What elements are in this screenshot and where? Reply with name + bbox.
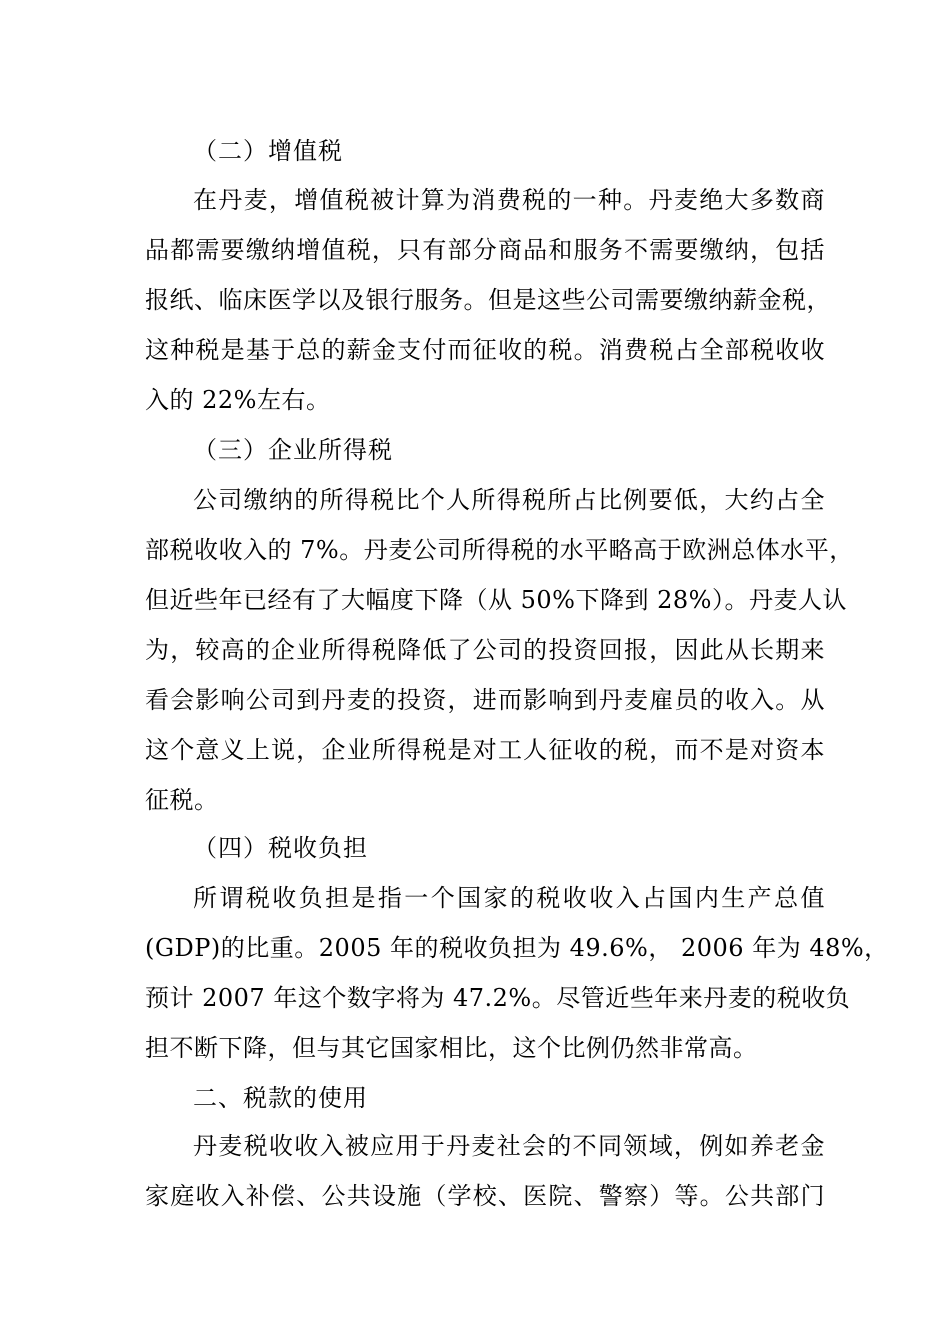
paragraph-line: 报纸、临床医学以及银行服务。但是这些公司需要缴纳薪金税， xyxy=(145,286,831,314)
section-heading-corporate: （三）企业所得税 xyxy=(193,436,393,464)
paragraph-line: 所谓税收负担是指一个国家的税收收入占国内生产总值 xyxy=(193,884,825,912)
section-heading-burden: （四）税收负担 xyxy=(193,834,368,862)
paragraph-line: 部税收收入的 7%。丹麦公司所得税的水平略高于欧洲总体水平， xyxy=(145,536,854,564)
paragraph-line: 这个意义上说，企业所得税是对工人征收的税，而不是对资本 xyxy=(145,736,825,764)
paragraph-line: 品都需要缴纳增值税，只有部分商品和服务不需要缴纳，包括 xyxy=(145,236,825,264)
paragraph-line: 担不断下降，但与其它国家相比，这个比例仍然非常高。 xyxy=(145,1034,758,1062)
paragraph-line: 丹麦税收收入被应用于丹麦社会的不同领域，例如养老金 xyxy=(193,1132,825,1160)
paragraph-line: 家庭收入补偿、公共设施（学校、医院、警察）等。公共部门 xyxy=(145,1182,825,1210)
paragraph-line: 预计 2007 年这个数字将为 47.2%。尽管近些年来丹麦的税收负 xyxy=(145,984,851,1012)
paragraph-line: 在丹麦，增值税被计算为消费税的一种。丹麦绝大多数商 xyxy=(193,186,825,214)
paragraph-line: 但近些年已经有了大幅度下降（从 50%下降到 28%）。丹麦人认 xyxy=(145,586,847,614)
paragraph-line: (GDP)的比重。2005 年的税收负担为 49.6%， 2006 年为 48%， xyxy=(145,934,889,962)
section-heading-vat: （二）增值税 xyxy=(193,137,343,165)
paragraph-line: 为，较高的企业所得税降低了公司的投资回报，因此从长期来 xyxy=(145,636,825,664)
paragraph-line: 看会影响公司到丹麦的投资，进而影响到丹麦雇员的收入。从 xyxy=(145,686,825,714)
paragraph-line: 这种税是基于总的薪金支付而征收的税。消费税占全部税收收 xyxy=(145,336,825,364)
paragraph-line: 入的 22%左右。 xyxy=(145,386,331,414)
paragraph-line: 征税。 xyxy=(145,786,219,814)
paragraph-line: 公司缴纳的所得税比个人所得税所占比例要低，大约占全 xyxy=(193,486,825,514)
section-heading-usage: 二、税款的使用 xyxy=(193,1084,368,1112)
